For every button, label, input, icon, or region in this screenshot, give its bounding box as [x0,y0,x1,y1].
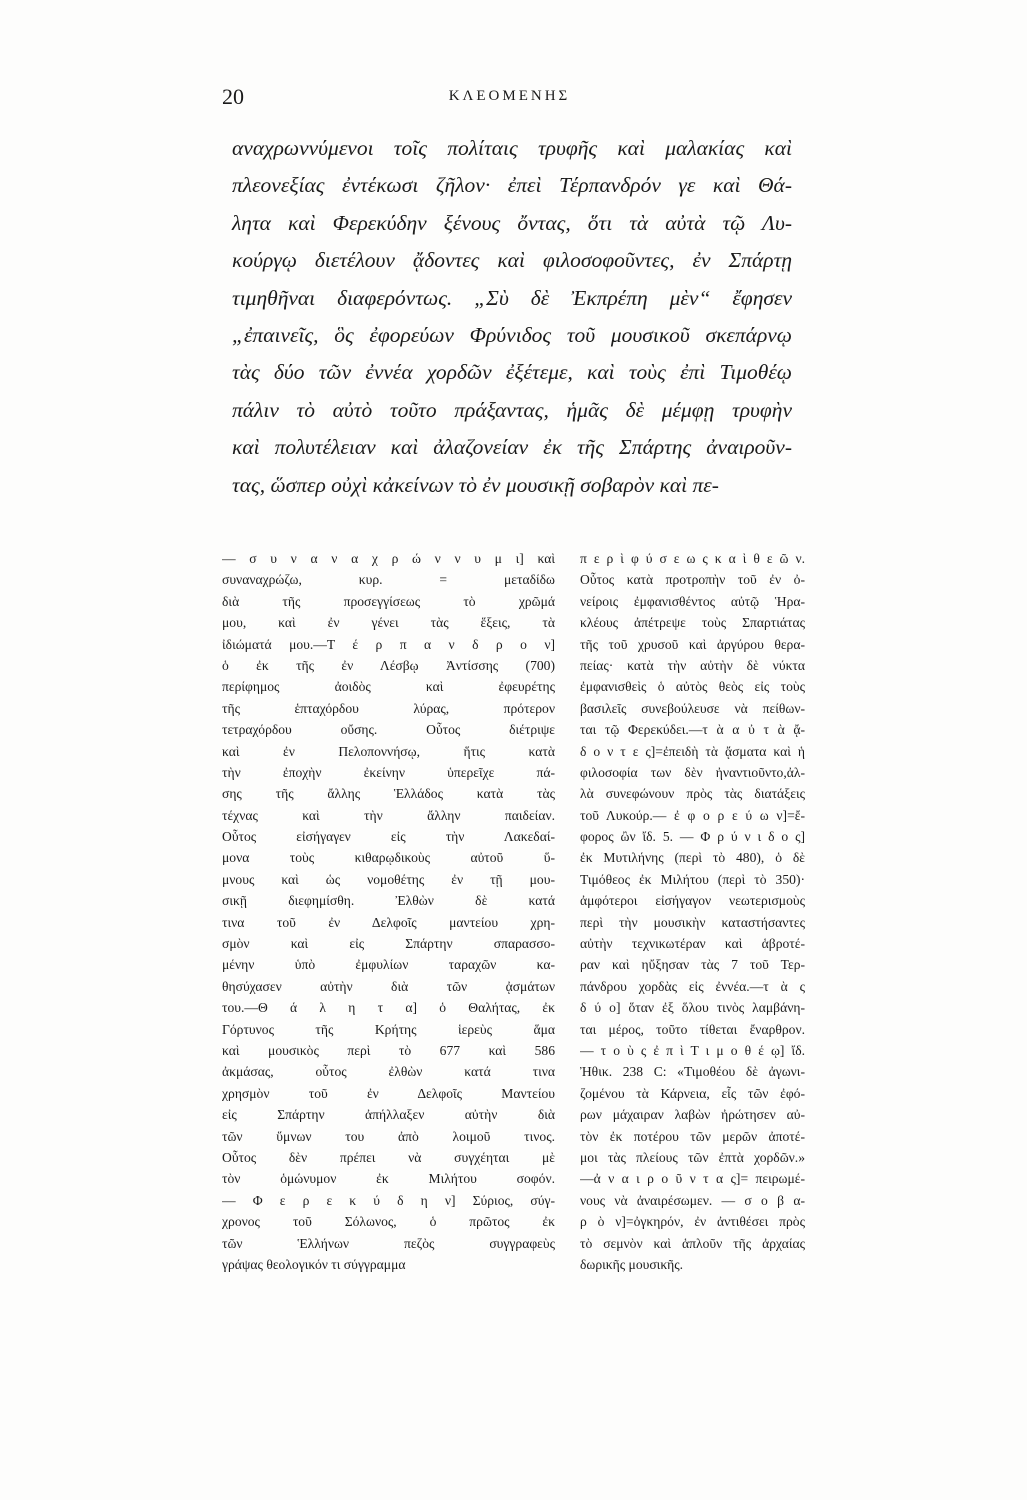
footnote-line: — τ ο ὺ ς ἐ π ὶ Τ ι μ ο θ έ ῳ] ἴδ. [580,1042,805,1058]
footnote-line: συναναχρώζω, κυρ. = μεταδίδω [222,572,555,588]
footnote-line: Γόρτυνος τῆς Κρήτης ἱερεὺς ἅμα [222,1021,555,1037]
main-text-line: τας, ὥσπερ οὐχὶ κἀκείνων τὸ ἐν μουσικῇ σοβαρὸν καὶ πε- [232,472,719,497]
footnote-line: ἀκμάσας, οὗτος ἐλθὼν κατά τινα [222,1064,555,1080]
footnote-line: ἰδιώματά μου.—Τ έ ρ π α ν δ ρ ο ν] [222,636,555,652]
footnote-line: τῆς τοῦ χρυσοῦ καὶ ἀργύρου θερα- [580,636,805,652]
footnote-line: περὶ τὴν μουσικὴν καταστήσαντες [580,914,805,930]
footnote-line: ἐμφανισθεὶς ὁ αὐτὸς θεὸς εἰς τοὺς [580,679,805,695]
footnote-line: σικῇ διεφημίσθη. Ἐλθὼν δὲ κατά [222,893,555,909]
main-text-line: „ἐπαινεῖς, ὃς ἐφορεύων Φρύνιδος τοῦ μουσικοῦ σκεπάρνῳ [232,322,792,347]
footnote-line: βασιλεῖς συνεβούλευσε νὰ πείθων- [580,700,805,716]
footnote-line: δωρικῆς μουσικῆς. [580,1256,684,1272]
footnote-line: — σ υ ν α ν α χ ρ ώ ν ν υ μ ι] καὶ [222,551,555,566]
footnote-line: Τιμόθεος ἐκ Μιλήτου (περὶ τὸ 350)· [580,871,805,887]
footnote-line: ἀμφότεροι εἰσήγαγον νεωτερισμοὺς [580,893,805,909]
page-number: 20 [222,84,244,109]
footnote-line: σης τῆς ἄλλης Ἑλλάδος κατὰ τὰς [222,786,555,802]
footnote-line: ται μέρος, τοῦτο τίθεται ἔναρθρον. [580,1021,805,1037]
running-head [222,84,797,114]
footnote-line: πείας· κατὰ τὴν αὐτὴν δὲ νύκτα [580,657,805,673]
footnote-line: ται τῷ Φερεκύδει.—τ ὰ α ὐ τ ὰ ᾄ- [580,722,805,738]
footnote-line: Οὗτος κατὰ προτροπὴν τοῦ ἐν ὀ- [580,572,805,588]
footnote-line: εἰς Σπάρτην ἀπήλλαξεν αὐτὴν διὰ [222,1107,555,1123]
footnote-line: μνους καὶ ὡς νομοθέτης ἐν τῇ μου- [222,871,555,887]
main-text-line: πάλιν τὸ αὐτὸ τοῦτο πράξαντας, ἡμᾶς δὲ μέμφῃ τρυφὴν [232,397,792,422]
footnote-line: χρονος τοῦ Σόλωνος, ὁ πρῶτος ἐκ [222,1214,555,1230]
footnote-line: αὐτὴν τεχνικωτέραν καὶ ἁβροτέ- [580,936,805,952]
footnote-line: Οὗτος δὲν πρέπει νὰ συγχέηται μὲ [222,1149,555,1165]
footnote-line: δ ο ν τ ε ς]=ἐπειδὴ τὰ ᾄσματα καὶ ἡ [580,743,805,759]
footnote-line: τὸ σεμνὸν καὶ ἁπλοῦν τῆς ἀρχαίας [580,1235,805,1251]
main-text-line: αναχρωννύμενοι τοῖς πολίταις τρυφῆς καὶ μαλακίας καὶ [232,136,792,160]
footnote-line: θησύχασεν αὐτὴν διὰ τῶν ᾀσμάτων [222,978,555,994]
footnote-line: — Φ ε ρ ε κ ύ δ η ν] Σύριος, σύγ- [222,1192,555,1208]
footnote-line: ραν καὶ ηὔξησαν τὰς 7 τοῦ Τερ- [580,957,805,973]
footnote-line: γράψας θεολογικόν τι σύγγραμμα [222,1256,406,1272]
footnote-line: ἐκ Μυτιλήνης (περὶ τὸ 480), ὁ δὲ [580,850,805,866]
footnote-line: μονα τοὺς κιθαρῳδικοὺς αὐτοῦ ὕ- [222,850,555,866]
running-title: ΚΛΕΟΜΕΝΗΣ [448,88,571,104]
footnote-line: μένην ὑπὸ ἐμφυλίων ταραχῶν κα- [222,957,555,973]
footnote-line: περίφημος ἀοιδὸς καὶ ἐφευρέτης [222,679,555,695]
footnote-line: λὰ συνεφώνουν πρὸς τὰς διατάξεις [580,786,805,802]
footnotes-right-column [580,548,805,1275]
main-text-line: τιμηθῆναι διαφερόντως. „Σὺ δὲ Ἐκπρέπη μὲν“ ἔφησεν [232,285,792,310]
main-text-line: πλεονεξίας ἐντέκωσι ζῆλον· ἐπεὶ Τέρπανδρόν γε καὶ Θά- [232,173,792,198]
footnotes-left-column [222,548,555,1275]
footnote-line: κλέους ἀπέτρεψε τοὺς Σπαρτιάτας [580,615,805,631]
main-text-block [232,130,792,504]
footnote-line: νείροις ἐμφανισθέντος αὐτῷ Ἡρα- [580,593,805,609]
footnote-line: νους νὰ ἀναιρέσωμεν. — σ ο β α- [580,1192,805,1208]
footnote-line: π ε ρ ὶ φ ύ σ ε ω ς κ α ὶ θ ε ῶ ν. [580,551,805,566]
footnote-line: τῶν ὕμνων του ἀπὸ λοιμοῦ τινος. [222,1128,555,1144]
main-text-line: καὶ πολυτέλειαν καὶ ἀλαζονείαν ἐκ τῆς Σπάρτης ἀναιροῦν- [232,435,792,460]
footnote-line: μοι τὰς πλείους τῶν ἐπτὰ χορδῶν.» [580,1149,805,1165]
footnote-line: του.—Θ ά λ η τ α] ὁ Θαλήτας, ἐκ [222,1000,555,1016]
footnote-line: χρησμὸν τοῦ ἐν Δελφοῖς Μαντείου [222,1085,555,1101]
footnote-line: Ἠθικ. 238 C: «Τιμοθέου δὲ ἀγωνι- [580,1064,805,1080]
footnote-line: τῶν Ἑλλήνων πεζὸς συγγραφεὺς [222,1235,555,1251]
footnote-line: φορος ὢν ἴδ. 5. — Φ ρ ύ ν ι δ ο ς] [580,829,805,845]
footnote-line: τετραχόρδου οὔσης. Οὗτος διέτριψε [222,722,555,738]
footnote-line: τοῦ Λυκούρ.— ἐ φ ο ρ ε ύ ω ν]=ἔ- [580,807,805,823]
footnote-line: δ ύ ο] ὅταν ἐξ ὅλου τινὸς λαμβάνη- [580,1000,805,1016]
footnote-line: καὶ μουσικὸς περὶ τὸ 677 καὶ 586 [222,1042,555,1058]
footnote-line: τινα τοῦ ἐν Δελφοῖς μαντείου χρη- [222,914,555,930]
footnote-line: μου, καὶ ἐν γένει τὰς ἕξεις, τὰ [222,615,555,631]
footnote-line: τέχνας καὶ τὴν ἄλλην παιδείαν. [222,807,555,823]
footnote-line: σμὸν καὶ εἰς Σπάρτην σπαρασσο- [222,936,555,952]
footnote-line: πάνδρου χορδὰς εἰς ἐννέα.—τ ὰ ς [580,978,805,994]
footnote-line: ζομένου τὰ Κάρνεια, εἷς τῶν ἐφό- [580,1085,805,1101]
footnote-line: καὶ ἐν Πελοποννήσῳ, ἥτις κατὰ [222,743,555,759]
footnote-line: τὸν ἐκ ποτέρου τῶν μερῶν ἀποτέ- [580,1128,805,1144]
footnote-line: ὁ ἐκ τῆς ἐν Λέσβῳ Ἀντίσσης (700) [222,657,555,673]
footnote-line: τὸν ὁμώνυμον ἐκ Μιλήτου σοφόν. [222,1171,555,1187]
main-text-line: λητα καὶ Φερεκύδην ξένους ὄντας, ὅτι τὰ αὐτὰ τῷ Λυ- [232,210,792,235]
footnote-line: τὴν ἐποχὴν ἐκείνην ὑπερεῖχε πά- [222,764,555,780]
footnote-line: ρων μάχαιραν λαβὼν ἠρώτησεν αὐ- [580,1107,805,1123]
footnote-line: φιλοσοφία των δὲν ἠναντιοῦντο,ἀλ- [580,764,805,780]
footnote-line: Οὗτος εἰσήγαγεν εἰς τὴν Λακεδαί- [222,829,555,845]
footnote-line: ρ ὸ ν]=ὀγκηρόν, ἐν ἀντιθέσει πρὸς [580,1214,805,1230]
footnote-line: —ἀ ν α ι ρ ο ῦ ν τ α ς]= πειρωμέ- [580,1171,805,1187]
footnote-line: διὰ τῆς προσεγγίσεως τὸ χρῶμά [222,593,555,609]
main-text-line: κούργῳ διετέλουν ᾄδοντες καὶ φιλοσοφοῦντες, ἐν Σπάρτῃ [232,248,792,273]
footnote-line: τῆς ἑπταχόρδου λύρας, πρότερον [222,700,555,716]
main-text-line: τὰς δύο τῶν ἐννέα χορδῶν ἐξέτεμε, καὶ τοὺς ἐπὶ Τιμοθέῳ [232,360,792,385]
